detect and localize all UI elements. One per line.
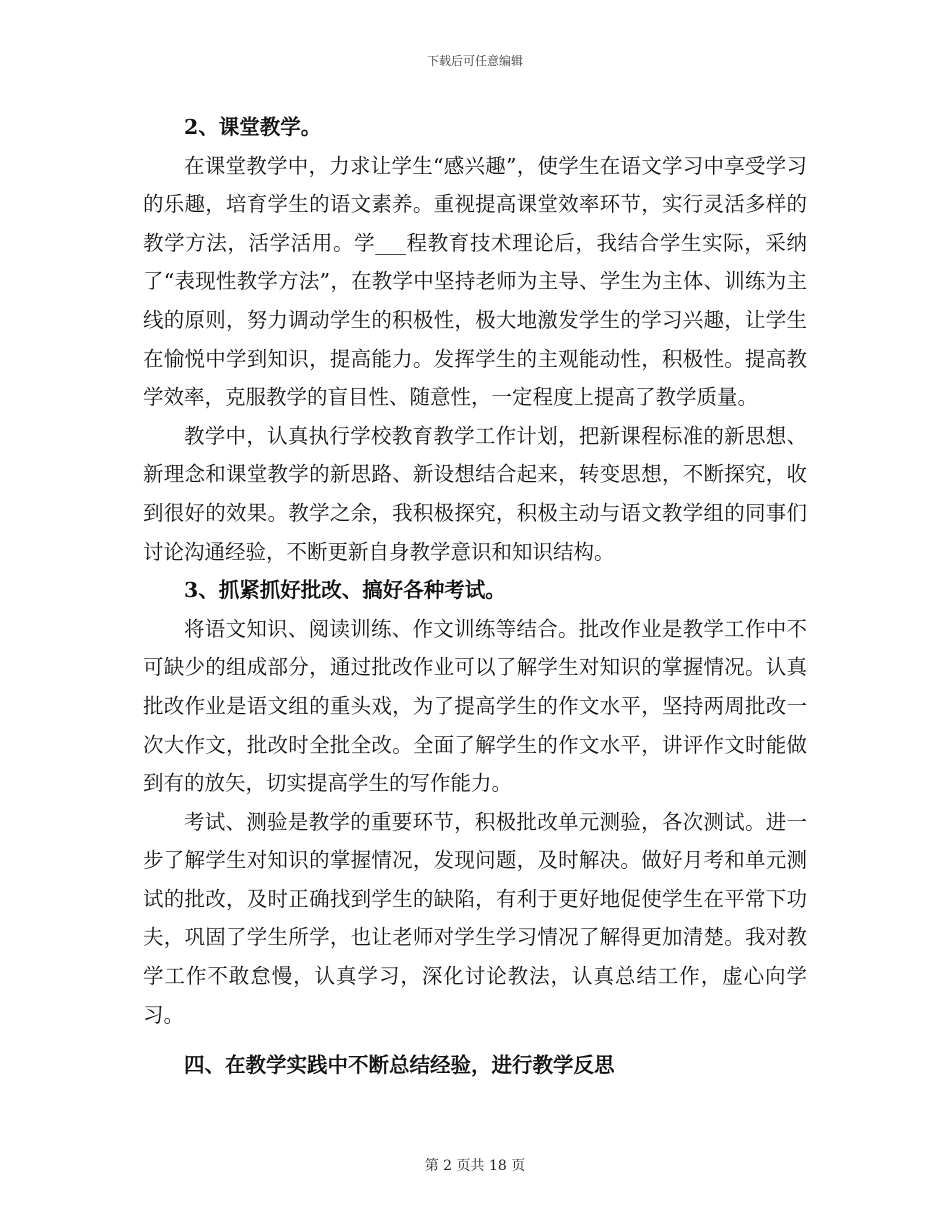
section-heading-reflection: 四、在教学实践中不断总结经验，进行教学反思 [184,1053,615,1078]
paragraph: 将语文知识、阅读训练、作文训练等结合。批改作业是教学工作中不可缺少的组成部分，通过批改作业可以了解学生对知识的掌握情况。认真批改作业是语文组的重头戏，为了提高学生的作文水平，坚持两周批改一次大作文，批改时全批全改。全面了解学生的作文水平，讲评作文时能做到有的放矢，切实提高学生的写作能力。 [143,616,807,796]
paragraph: 考试、测验是教学的重要环节，积极批改单元测验，各次测试。进一步了解学生对知识的掌握情况，发现问题，及时解决。做好月考和单元测试的批改，及时正确找到学生的缺陷，有利于更好地促使学生在平常下功夫，巩固了学生所学，也让老师对学生学习情况了解得更加清楚。我对教学工作不敢怠慢，认真学习，深化讨论教法，认真总结工作，虚心向学习。 [143,809,807,1027]
section-heading-classroom-teaching: 2、课堂教学。 [184,115,322,139]
document-body [143,108,807,1085]
page-number-footer: 第 2 页共 18 页 [424,1158,526,1174]
section-heading-grading-exams: 3、抓紧抓好批改、搞好各种考试。 [184,578,506,603]
page-header: 下载后可任意编辑 [426,54,523,68]
paragraph: 在课堂教学中，力求让学生“感兴趣”，使学生在语文学习中享受学习的乐趣，培育学生的语文素养。重视提高课堂效率环节，实行灵活多样的教学方法，活学活用。学___程教育技术理论后，我结合学生实际，采纳了“表现性教学方法”，在教学中坚持老师为主导、学生为主体、训练为主线的原则，努力调动学生的积极性，极大地激发学生的学习兴趣，让学生在愉悦中学到知识，提高能力。发挥学生的主观能动性，积极性。提高教学效率，克服教学的盲目性、随意性，一定程度上提高了教学质量。 [143,153,807,410]
paragraph: 教学中，认真执行学校教育教学工作计划，把新课程标准的新思想、新理念和课堂教学的新思路、新设想结合起来，转变思想，不断探究，收到很好的效果。教学之余，我积极探究，积极主动与语文教学组的同事们讨论沟通经验，不断更新自身教学意识和知识结构。 [143,423,807,564]
